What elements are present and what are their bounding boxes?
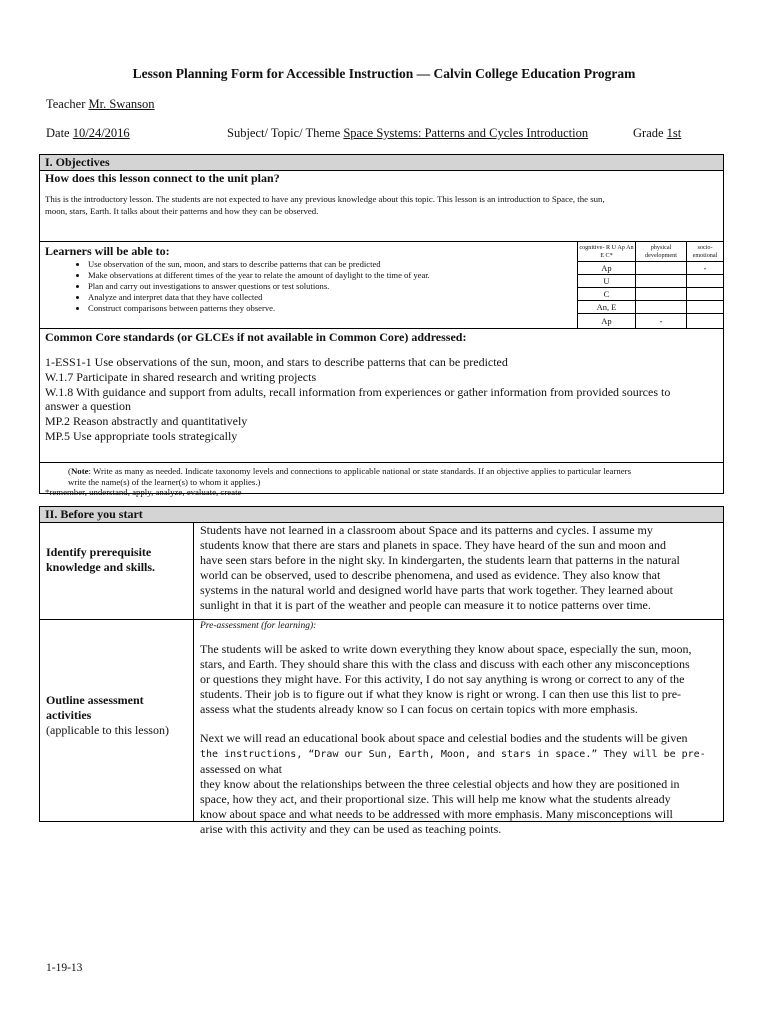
standard-line: 1-ESS1-1 Use observations of the sun, moon, and stars to describe patterns that can be predicted	[45, 355, 508, 369]
assessment-row	[40, 620, 723, 836]
prereq-line: students know that there are stars and planets in space. They have heard of the sun and moon and	[200, 538, 666, 552]
grade-label: Grade	[633, 126, 664, 140]
common-core-block	[40, 329, 723, 463]
tax-row	[578, 314, 723, 329]
common-core-heading: Common Core standards (or GLCEs if not available in Common Core) addressed:	[45, 330, 467, 344]
prerequisite-label-cell	[40, 523, 194, 619]
prereq-line: Students have not learned in a classroom about Space and its patterns and cycles. I assume my	[200, 523, 653, 537]
tax-header-socio: socio-emotional	[687, 242, 724, 262]
prerequisite-text	[200, 523, 718, 613]
note-line	[45, 466, 718, 477]
standard-line: MP.5 Use appropriate tools strategically	[45, 428, 238, 443]
tax-cell: U	[578, 275, 636, 288]
tax-cell	[687, 288, 724, 301]
tax-cell	[636, 275, 687, 288]
note-line: *remember, understand, apply, analyze, evaluate, create	[45, 487, 242, 497]
unit-plan-answer-line: moon, stars, Earth. It talks about their patterns and how they can be observed.	[45, 205, 319, 216]
note-line: write the name(s) of the learner(s) to whom it applies.)	[68, 476, 261, 487]
before-you-start-section	[39, 506, 724, 836]
assess-line-tail: assessed on what	[200, 762, 282, 776]
date-value: 10/24/2016	[72, 126, 130, 140]
common-core-standards	[45, 355, 715, 444]
tax-cell	[687, 275, 724, 288]
note-bold: Note	[70, 466, 89, 476]
learner-objective: • Analyze and interpret data that they have collected	[88, 292, 430, 303]
standard-line: W.1.8 With guidance and support from adults, recall information from experiences or gather information from provided sources to	[45, 384, 671, 399]
tax-cell: -	[636, 314, 687, 329]
unit-plan-answer	[40, 186, 723, 242]
assessment-text	[200, 621, 718, 837]
teacher-line	[46, 97, 154, 112]
instructions-quote: the instructions, “Draw our Sun, Earth, Moon, and stars in space.” They will be pre-	[200, 749, 706, 760]
taxonomy-table	[577, 242, 723, 328]
assessment-label-line: (applicable to this lesson)	[46, 723, 169, 737]
assess-line: know about space and what needs to be addressed with more emphasis. Many misconceptions will	[200, 807, 673, 821]
tax-cell: -	[687, 262, 724, 275]
pre-assessment-label: Pre-assessment (for learning):	[200, 621, 317, 631]
prereq-line: world can be observed, used to describe phenomena, and used as evidence. They also know that	[200, 568, 661, 582]
unit-plan-answer-line: This is the introductory lesson. The students are not expected to have any previous knowledge about this topic. This lesson is an introduction to Space, the sun,	[45, 194, 605, 204]
objectives-heading: I. Objectives	[40, 155, 723, 171]
tax-cell	[687, 314, 724, 329]
assess-line: they know about the relationships between the three celestial objects and how they are positioned in	[200, 777, 680, 791]
assess-line: or questions they might have. For this activity, I do not say anything is wrong or correct to any of the	[200, 672, 685, 686]
note-open: (	[68, 466, 71, 476]
assess-line: assess what the students already know so I can focus on certain topics with more emphasis.	[200, 702, 638, 716]
prereq-line: systems in the natural world and designed world have parts that work together. They learned about	[200, 583, 673, 597]
assessment-label-line: activities	[46, 708, 92, 722]
tax-row	[578, 288, 723, 301]
assessment-label	[46, 693, 169, 738]
learner-objective: • Construct comparisons between patterns they observe.	[88, 303, 430, 314]
assess-line: stars, and Earth. They should share this with the class and discuss with each other any misconceptions	[200, 657, 690, 671]
subject-label: Subject/ Topic/ Theme	[227, 126, 341, 140]
learner-objective: • Use observation of the sun, moon, and stars to describe patterns that can be predicted	[88, 259, 430, 270]
tax-cell: Ap	[578, 314, 636, 329]
date-label: Date	[46, 126, 70, 140]
tax-cell: An, E	[578, 301, 636, 314]
note-text: : Write as many as needed. Indicate taxonomy levels and connections to applicable national or state standards. If an objective applies to particular learners	[88, 466, 632, 476]
prerequisite-label	[46, 545, 155, 575]
tax-cell	[636, 301, 687, 314]
prereq-line: sunlight in that it is part of the weather and people can measure it to notice patterns over time.	[200, 598, 651, 612]
prereq-line: have seen stars before in the night sky. In kindergarten, the students learn that patterns in the natural	[200, 553, 680, 567]
objectives-section	[39, 154, 724, 497]
learner-objective: • Make observations at different times of the year to relate the amount of daylight to the time of year.	[88, 270, 430, 281]
before-you-start-heading: II. Before you start	[40, 507, 723, 523]
prerequisite-label-line: knowledge and skills.	[46, 560, 156, 574]
unit-plan-question: How does this lesson connect to the unit plan?	[45, 171, 280, 185]
standard-line: W.1.7 Participate in shared research and writing projects	[45, 369, 317, 384]
standard-line: MP.2 Reason abstractly and quantitatively	[45, 414, 248, 429]
learners-block	[40, 242, 723, 329]
tax-cell: Ap	[578, 262, 636, 275]
assess-line	[200, 746, 718, 777]
learner-objectives-list	[62, 259, 430, 314]
date-line	[46, 126, 130, 141]
tax-row	[578, 301, 723, 314]
tax-cell: C	[578, 288, 636, 301]
form-title: Lesson Planning Form for Accessible Instruction — Calvin College Education Program	[132, 66, 636, 81]
tax-cell	[687, 301, 724, 314]
prerequisite-label-line: Identify prerequisite	[46, 545, 152, 559]
grade-line	[633, 126, 681, 141]
tax-row	[578, 275, 723, 288]
grade-value: 1st	[666, 126, 682, 140]
tax-cell	[636, 288, 687, 301]
objectives-note	[40, 463, 723, 498]
standard-line: answer a question	[45, 399, 131, 414]
assessment-label-cell	[40, 620, 194, 821]
assess-line: space, how they act, and their proportional size. This will help me know what the students already	[200, 792, 671, 806]
subject-line	[227, 126, 588, 141]
tax-row	[578, 262, 723, 275]
teacher-label: Teacher	[46, 97, 86, 111]
teacher-value: Mr. Swanson	[88, 97, 155, 111]
form-version: 1-19-13	[46, 962, 83, 974]
prerequisite-row	[40, 523, 723, 620]
assess-line: arise with this activity and they can be used as teaching points.	[200, 822, 502, 836]
assess-line: Next we will read an educational book about space and celestial bodies and the students will be given	[200, 731, 688, 745]
assess-line: The students will be asked to write down everything they know about space, especially the sun, moon,	[200, 642, 692, 656]
tax-header-physical: physical development	[636, 242, 687, 262]
tax-header-cognitive: cognitive- R U Ap An E C*	[578, 242, 636, 262]
learners-heading: Learners will be able to:	[45, 244, 170, 258]
assessment-label-line: Outline assessment	[46, 693, 144, 707]
subject-value: Space Systems: Patterns and Cycles Introduction	[343, 126, 589, 140]
learner-objective: • Plan and carry out investigations to answer questions or test solutions.	[88, 281, 430, 292]
tax-cell	[636, 262, 687, 275]
assess-line: students. Their job is to figure out if what they know is right or wrong. I can then use this list to pre-	[200, 687, 682, 701]
